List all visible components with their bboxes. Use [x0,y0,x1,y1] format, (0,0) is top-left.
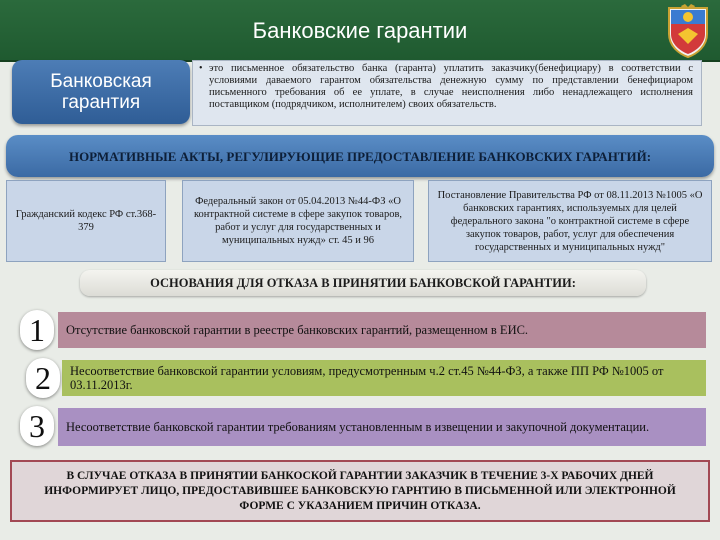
act-civil-code: Гражданский кодекс РФ ст.368-379 [6,180,166,262]
refusal-grounds-title: ОСНОВАНИЯ ДЛЯ ОТКАЗА В ПРИНЯТИИ БАНКОВСКОЙ ГАРАНТИИ: [80,270,646,296]
act-federal-law: Федеральный закон от 05.04.2013 №44-ФЗ «О контрактной системе в сфере закупок товаров, работ и услуг для государственных и муниципальных нужд» ст. 45 и 96 [182,180,414,262]
refusal-notice: В СЛУЧАЕ ОТКАЗА В ПРИНЯТИИ БАНКОСКОЙ ГАРАНТИИ ЗАКАЗЧИК В ТЕЧЕНИЕ 3-Х РАБОЧИХ ДНЕЙ ИНФОРМИРУЕТ ЛИЦО, ПРЕДОСТАВИВШЕЕ БАНКОВСКУЮ ГАРНТИЮ В ПИСЬМЕННОЙ ИЛИ ЭЛЕКТРОННОЙ ФОРМЕ С УКАЗАНИЕМ ПРИЧИН ОТКАЗА. [10,460,710,522]
ground-item-1 [58,312,706,348]
ground-item-text: Несоответствие банковской гарантии условиям, предусмотренным ч.2 ст.45 №44-ФЗ, а также ПП РФ №1005 от 03.11.2013г. [70,364,664,392]
acts-banner: НОРМАТИВНЫЕ АКТЫ, РЕГУЛИРУЮЩИЕ ПРЕДОСТАВЛЕНИЕ БАНКОВСКИХ ГАРАНТИЙ: [6,135,714,177]
bank-guarantee-term: Банковская гарантия [12,60,190,124]
definition-box [192,60,702,126]
ground-item-text: Отсутствие банковской гарантии в реестре банковских гарантий, размещенном в ЕИС. [66,323,529,337]
ground-item-text: Несоответствие банковской гарантии требованиям установленным в извещении и закупочной документации. [66,420,650,434]
definition-text: это письменное обязательство банка (гаранта) уплатить заказчику(бенефициару) в соответствии с условиями даваемого гарантом обязательства денежную сумму по представлении бенефициаром письменного требования об ее уплате, в случае неисполнения либо ненадлежащего исполнения поставщиком (подрядчиком, исполнителем) своих обязательств. [209,63,693,110]
page-title: Банковские гарантии [252,18,468,43]
ground-number-3: 3 [20,406,54,446]
bullet-icon: • [199,63,203,74]
ground-item-3 [58,408,706,446]
ground-item-2 [62,360,706,396]
coat-of-arms-icon [665,4,711,58]
ground-number-1: 1 [20,310,54,350]
ground-number-2: 2 [26,358,60,398]
act-government-decree: Постановление Правительства РФ от 08.11.2013 №1005 «О банковских гарантиях, используемых для целей федерального закона "о контрактной системе в сфере закупок товаров, работ, услуг для обеспечения государственных и муниципальных нужд" [428,180,712,262]
